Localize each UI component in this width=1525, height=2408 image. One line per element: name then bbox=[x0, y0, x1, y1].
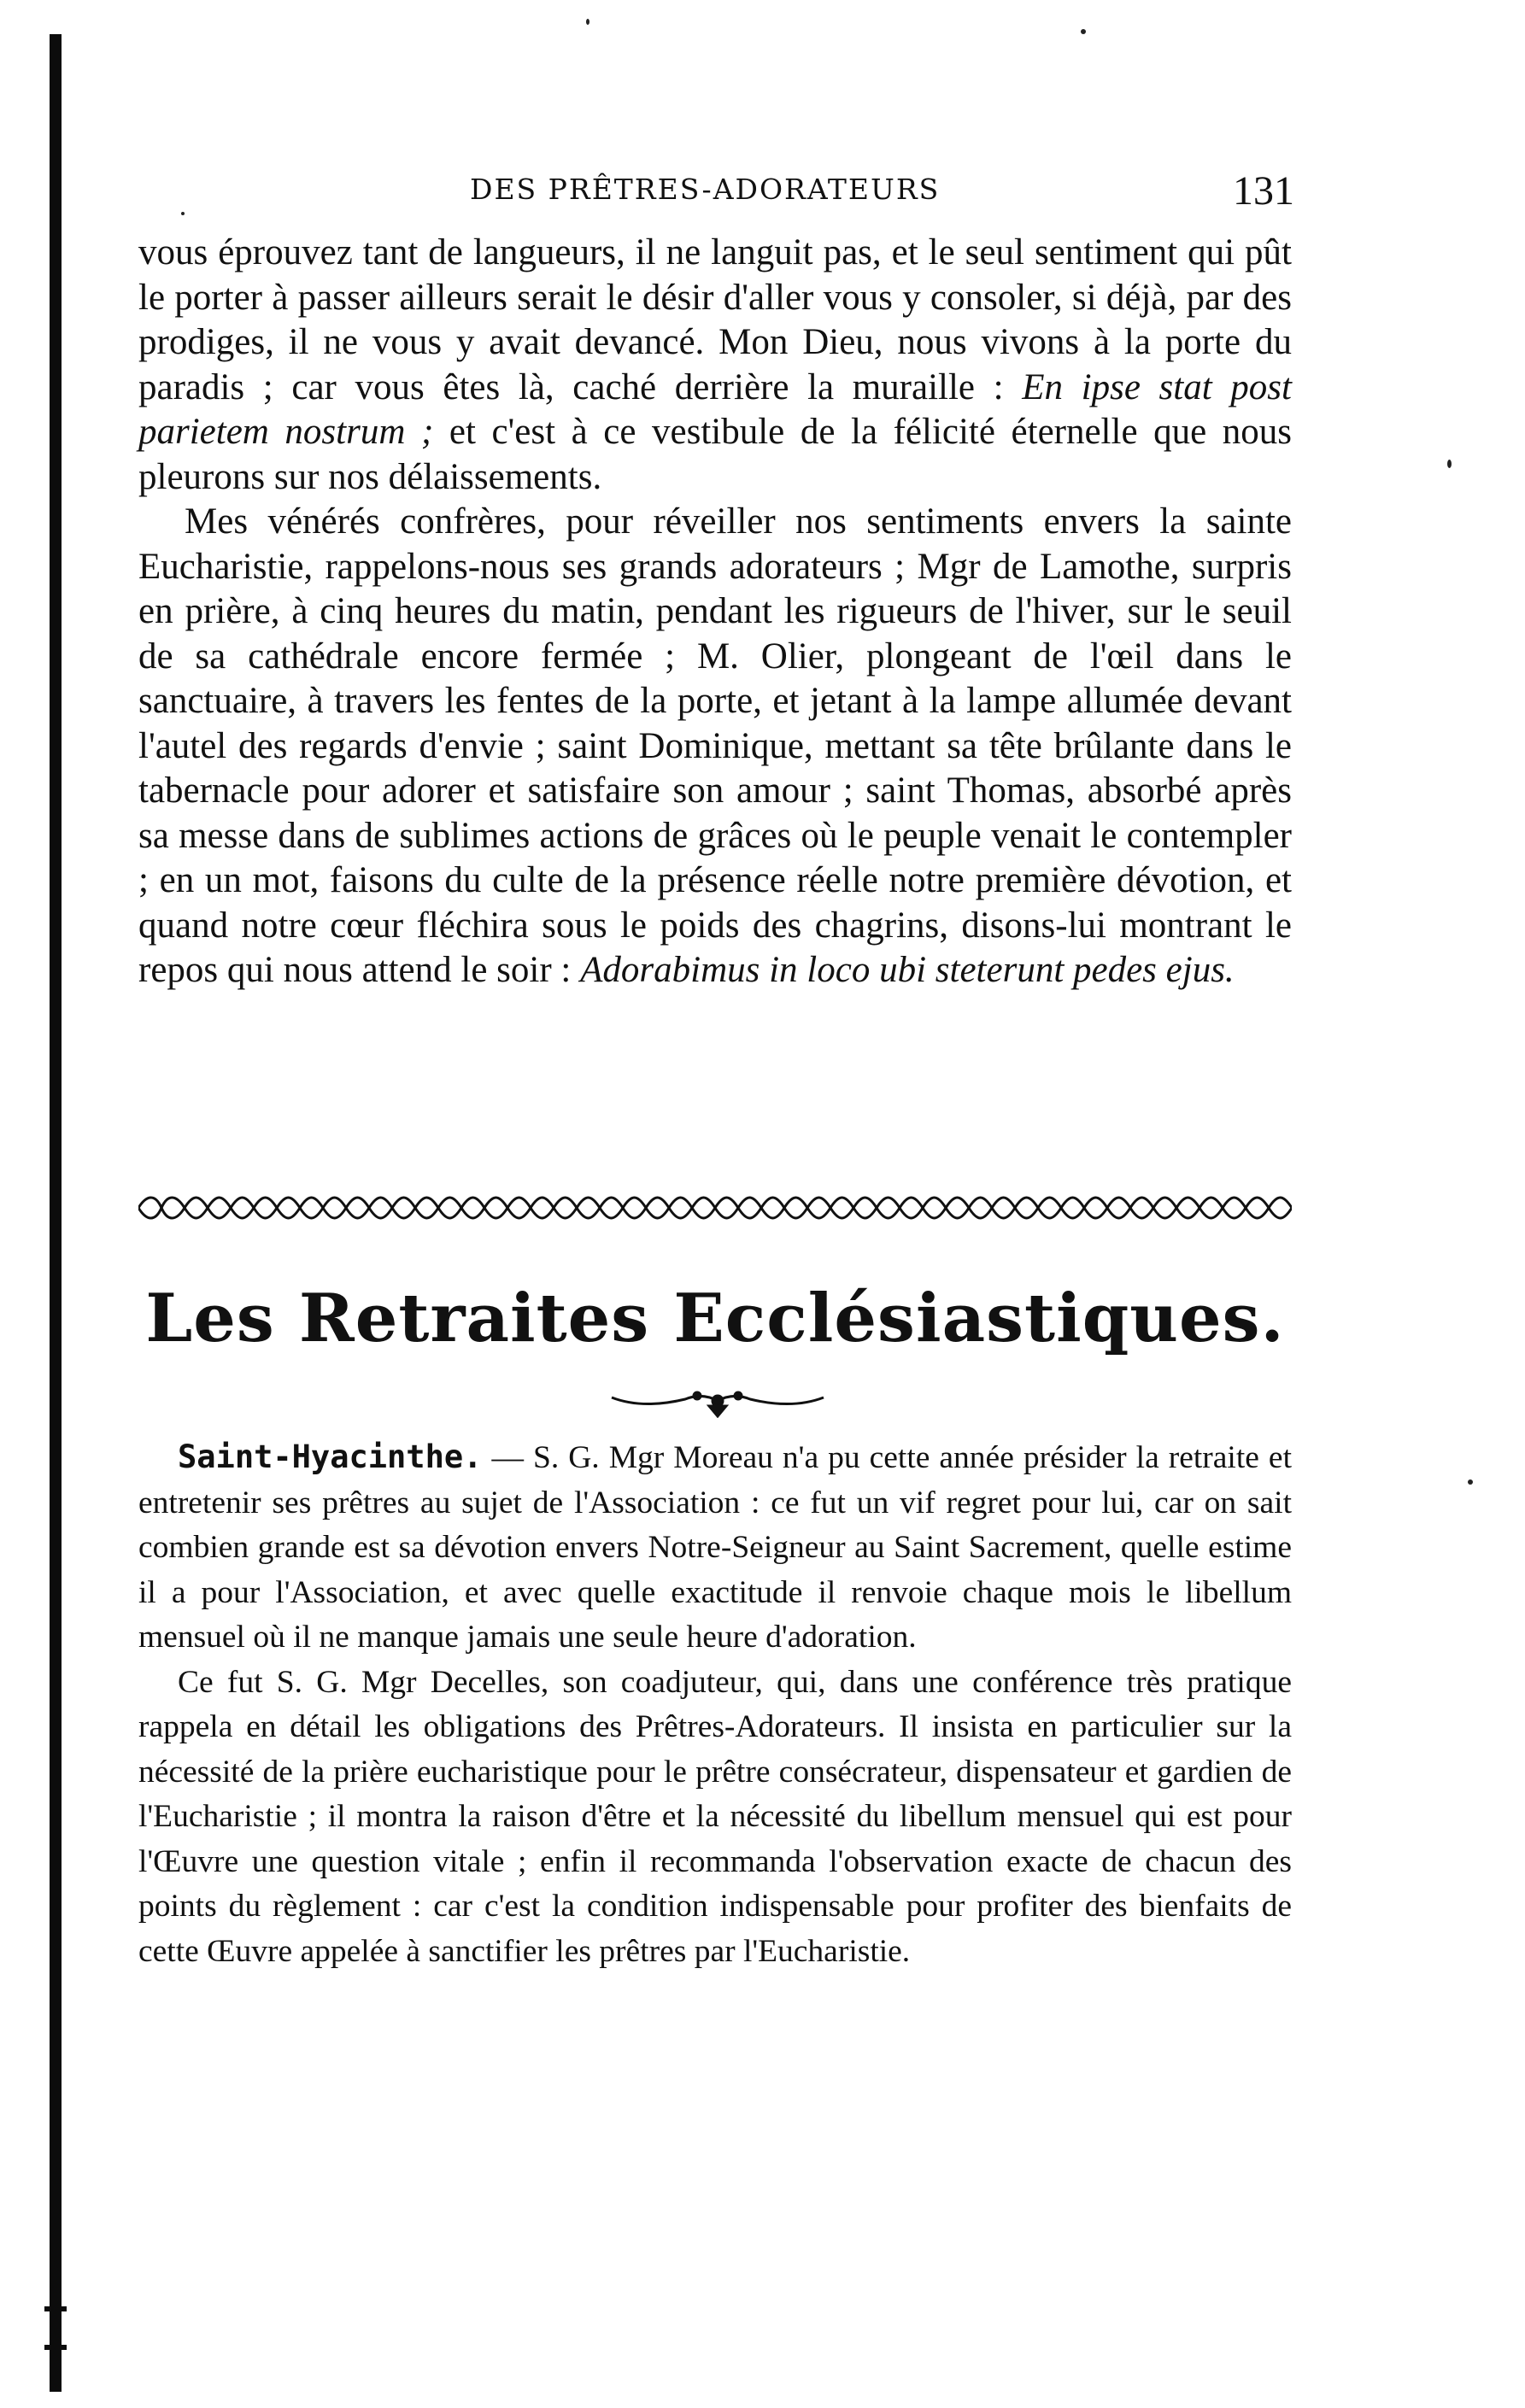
text-run: et c'est à ce vestibule de la félicité éternelle que nous pleurons sur nos délaissements. bbox=[138, 412, 1292, 497]
print-speck bbox=[181, 212, 185, 215]
text-run: vous éprouvez tant de langueurs, il ne languit pas, et le seul sentiment qui pût le porter à passer ailleurs serait le désir d'aller vous y consoler, si déjà, par des prodiges, il ne vous y avait devancé. Mon Dieu, nous vivons à la porte du paradis ; car vous êtes là, caché derrière la muraille : bbox=[138, 232, 1292, 407]
print-speck bbox=[586, 19, 589, 25]
latin-quote: En ipse stat post parietem nostrum ; bbox=[138, 366, 1292, 452]
binding-edge bbox=[50, 34, 62, 2392]
section-title: Les Retraites Ecclésiastiques. bbox=[145, 1280, 1285, 1357]
fleuron-ornament bbox=[608, 1384, 827, 1418]
ornamental-border bbox=[138, 1192, 1292, 1223]
paragraph bbox=[138, 1435, 1292, 1661]
latin-quote: Adorabimus in loco ubi steterunt pedes ejus. bbox=[580, 950, 1235, 990]
binding-notch bbox=[44, 2345, 67, 2350]
paragraph bbox=[138, 231, 1292, 500]
running-title: DES PRÊTRES-ADORATEURS bbox=[470, 173, 941, 206]
place-heading: Saint-Hyacinthe. bbox=[178, 1438, 483, 1475]
print-speck bbox=[1447, 460, 1452, 468]
print-speck bbox=[1468, 1479, 1473, 1485]
paragraph: Ce fut S. G. Mgr Decelles, son coadjuteur, qui, dans une conférence très pratique rappela en détail les obligations des Prêtres-Adorateurs. Il insista en particulier sur la nécessité de la prière eucharistique pour le prêtre consécrateur, dispensateur et gardien de l'Eucharistie ; il montra la raison d'être et la nécessité du libellum mensuel qui est pour l'Œuvre une question vitale ; enfin il recommanda l'observation exacte de chacun des points du règlement : car c'est la condition indispensable pour profiter des bienfaits de cette Œuvre appelée à sanctifier les prêtres par l'Eucharistie. bbox=[138, 1664, 1292, 1969]
report-text bbox=[138, 1435, 1292, 1974]
paragraph bbox=[138, 500, 1292, 993]
print-speck bbox=[1081, 29, 1086, 34]
text-run: Mes vénérés confrères, pour réveiller nos sentiments envers la sainte Eucharistie, rappelons-nous ses grands adorateurs ; Mgr de Lamothe, surpris en prière, à cinq heures du matin, pendant les rigueurs de l'hiver, sur le seuil de sa cathédrale encore fermée ; M. Olier, plongeant de l'œil dans le sanctuaire, à travers les fentes de la porte, et jetant à la lampe allumée devant l'autel des regards d'envie ; saint Dominique, mettant sa tête brûlante dans le tabernacle pour adorer et satisfaire son amour ; saint Thomas, absorbé après sa messe dans de sublimes actions de grâces où le peuple venait le contempler ; en un mot, faisons du culte de la présence réelle notre première dévotion, et quand notre cœur fléchira sous le poids des chagrins, disons-lui montrant le repos qui nous attend le soir : bbox=[138, 501, 1292, 990]
text-run: — S. G. Mgr Moreau n'a pu cette année présider la retraite et entretenir ses prêtres au sujet de l'Association : ce fut un vif regret pour lui, car on sait combien grande est sa dévotion envers Notre-Seigneur au Saint Sacrement, quelle estime il a pour l'Association, et avec quelle exactitude il renvoie chaque mois le libellum mensuel où il ne manque jamais une seule heure d'adoration. bbox=[138, 1440, 1292, 1655]
main-text bbox=[138, 231, 1292, 993]
page-header bbox=[137, 167, 1294, 219]
page-number: 131 bbox=[1233, 168, 1294, 214]
binding-notch bbox=[44, 2306, 67, 2311]
